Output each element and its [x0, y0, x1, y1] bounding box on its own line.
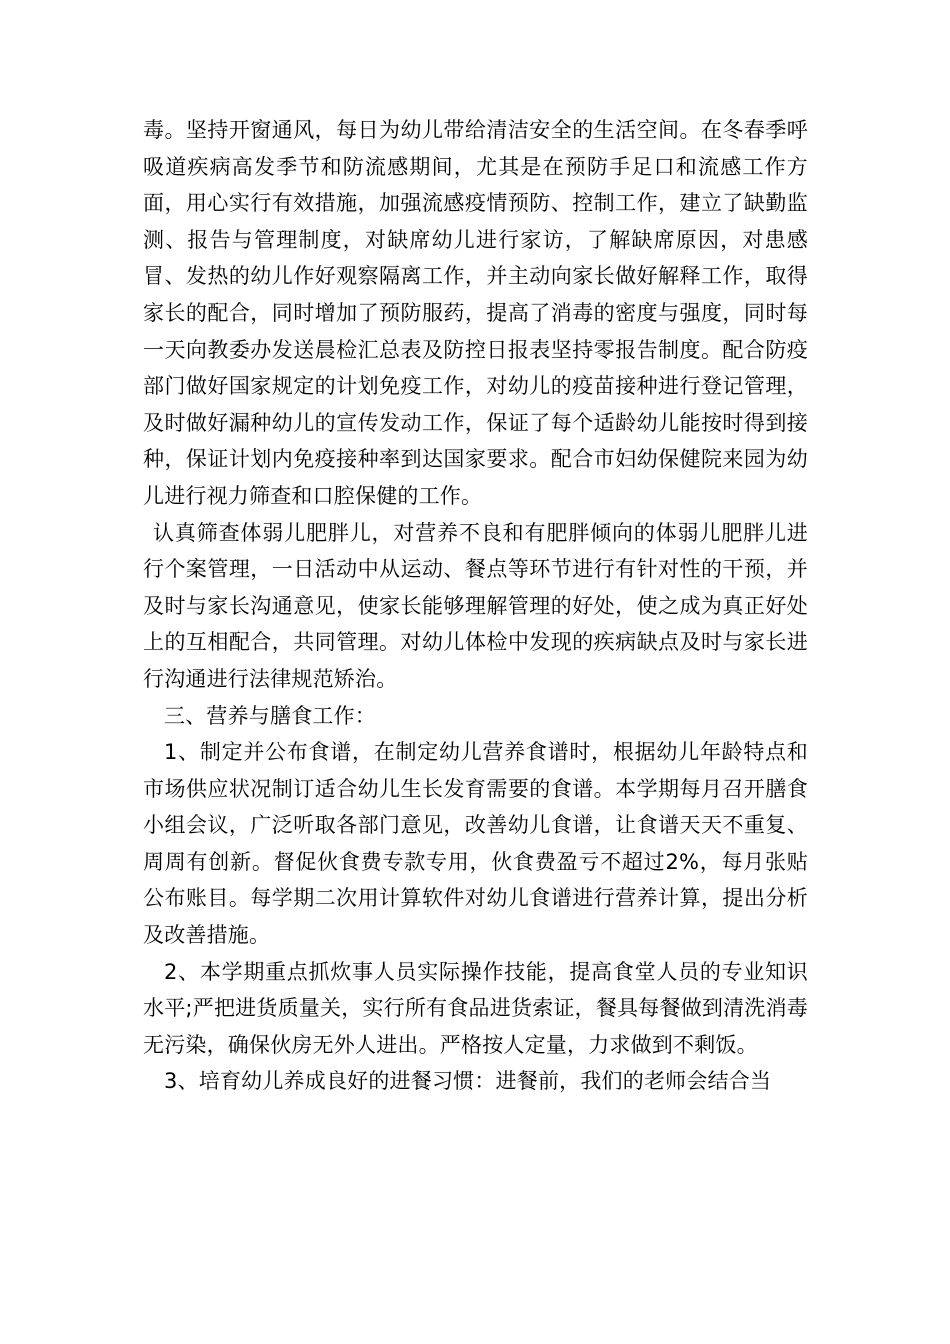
paragraph-kitchen-staff: 2、本学期重点抓炊事人员实际操作技能，提高食堂人员的专业知识水平;严把进货质量关，实行所有食品进货索证，餐具每餐做到清洗消毒无污染，确保伙房无外人进出。严格按人定量，力求做到不剩饭。: [143, 959, 808, 1057]
section-heading-nutrition: 三、营养与膳食工作：: [164, 703, 376, 728]
paragraph-eating-habits: 3、培育幼儿养成良好的进餐习惯：进餐前，我们的老师会结合当: [164, 1069, 772, 1094]
paragraph-menu: 1、制定并公布食谱，在制定幼儿营养食谱时，根据幼儿年龄特点和市场供应状况制订适合幼儿生长发育需要的食谱。本学期每月召开膳食小组会议，广泛听取各部门意见，改善幼儿食谱，让食谱天天不重复、周周有创新。督促伙食费专款专用，伙食费盈亏不超过2%，每月张贴公布账目。每学期二次用计算软件对幼儿食谱进行营养计算，提出分析及改善措施。: [143, 740, 808, 948]
paragraph-disinfection-epidemic: 毒。坚持开窗通风，每日为幼儿带给清洁安全的生活空间。在冬春季呼吸道疾病高发季节和防流感期间，尤其是在预防手足口和流感工作方面，用心实行有效措施，加强流感疫情预防、控制工作，建立了缺勤监测、报告与管理制度，对缺席幼儿进行家访，了解缺席原因，对患感冒、发热的幼儿作好观察隔离工作，并主动向家长做好解释工作，取得家长的配合，同时增加了预防服药，提高了消毒的密度与强度，同时每一天向教委办发送晨检汇总表及防控日报表坚持零报告制度。配合防疫部门做好国家规定的计划免疫工作，对幼儿的疫苗接种进行登记管理，及时做好漏种幼儿的宣传发动工作，保证了每个适龄幼儿能按时得到接种，保证计划内免疫接种率到达国家要求。配合市妇幼保健院来园为幼儿进行视力筛查和口腔保健的工作。: [143, 118, 808, 508]
paragraph-weak-obese-children: 认真筛查体弱儿肥胖儿，对营养不良和有肥胖倾向的体弱儿肥胖儿进行个案管理，一日活动中从运动、餐点等环节进行有针对性的干预，并及时与家长沟通意见，使家长能够理解管理的好处，使之成为真正好处上的互相配合，共同管理。对幼儿体检中发现的疾病缺点及时与家长进行沟通进行法律规范矫治。: [143, 520, 808, 691]
document-body: [143, 112, 808, 1100]
